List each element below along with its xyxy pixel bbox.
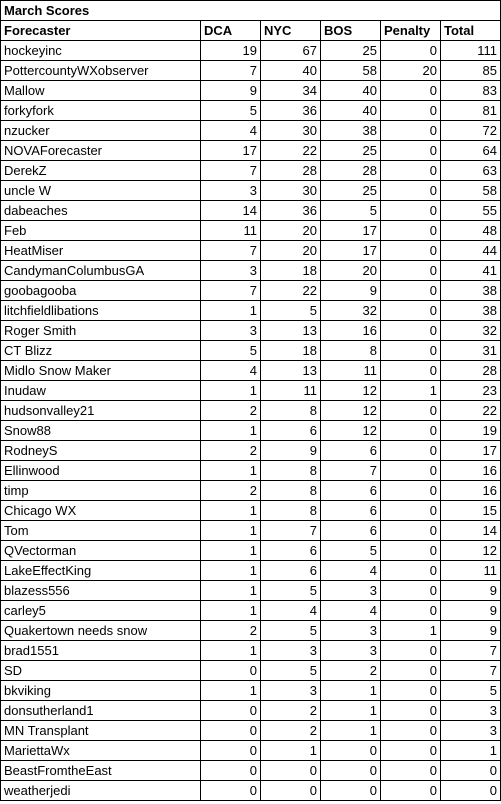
- header-total: Total: [441, 21, 501, 41]
- table-row: [1, 361, 501, 381]
- forecaster-cell: NOVAForecaster: [1, 141, 201, 161]
- nyc-cell: 34: [261, 81, 321, 101]
- total-cell: 83: [441, 81, 501, 101]
- nyc-cell: 5: [261, 581, 321, 601]
- nyc-cell: 13: [261, 321, 321, 341]
- dca-cell: 14: [201, 201, 261, 221]
- penalty-cell: 0: [381, 561, 441, 581]
- total-cell: 72: [441, 121, 501, 141]
- title-spacer: [321, 1, 381, 21]
- bos-cell: 6: [321, 481, 381, 501]
- total-cell: 0: [441, 781, 501, 801]
- dca-cell: 11: [201, 221, 261, 241]
- dca-cell: 2: [201, 401, 261, 421]
- bos-cell: 1: [321, 701, 381, 721]
- bos-cell: 2: [321, 661, 381, 681]
- table-row: [1, 61, 501, 81]
- penalty-cell: 0: [381, 301, 441, 321]
- table-row: [1, 301, 501, 321]
- table-row: [1, 241, 501, 261]
- table-row: [1, 121, 501, 141]
- dca-cell: 5: [201, 101, 261, 121]
- nyc-cell: 36: [261, 101, 321, 121]
- table-row: [1, 181, 501, 201]
- table-row: [1, 101, 501, 121]
- nyc-cell: 18: [261, 261, 321, 281]
- forecaster-cell: PottercountyWXobserver: [1, 61, 201, 81]
- dca-cell: 1: [201, 421, 261, 441]
- table-row: [1, 561, 501, 581]
- dca-cell: 2: [201, 481, 261, 501]
- total-cell: 12: [441, 541, 501, 561]
- forecaster-cell: DerekZ: [1, 161, 201, 181]
- bos-cell: 17: [321, 241, 381, 261]
- total-cell: 3: [441, 721, 501, 741]
- bos-cell: 58: [321, 61, 381, 81]
- penalty-cell: 20: [381, 61, 441, 81]
- scores-table-body: [1, 1, 501, 801]
- forecaster-cell: Ellinwood: [1, 461, 201, 481]
- nyc-cell: 20: [261, 221, 321, 241]
- dca-cell: 7: [201, 241, 261, 261]
- penalty-cell: 0: [381, 121, 441, 141]
- nyc-cell: 0: [261, 781, 321, 801]
- nyc-cell: 4: [261, 601, 321, 621]
- penalty-cell: 0: [381, 401, 441, 421]
- forecaster-cell: dabeaches: [1, 201, 201, 221]
- total-cell: 55: [441, 201, 501, 221]
- nyc-cell: 22: [261, 141, 321, 161]
- bos-cell: 0: [321, 741, 381, 761]
- penalty-cell: 0: [381, 701, 441, 721]
- total-cell: 9: [441, 621, 501, 641]
- forecaster-cell: QVectorman: [1, 541, 201, 561]
- dca-cell: 1: [201, 461, 261, 481]
- penalty-cell: 0: [381, 321, 441, 341]
- dca-cell: 7: [201, 281, 261, 301]
- table-row: [1, 741, 501, 761]
- dca-cell: 0: [201, 701, 261, 721]
- table-row: [1, 521, 501, 541]
- nyc-cell: 6: [261, 541, 321, 561]
- penalty-cell: 0: [381, 161, 441, 181]
- bos-cell: 1: [321, 721, 381, 741]
- total-cell: 1: [441, 741, 501, 761]
- nyc-cell: 30: [261, 121, 321, 141]
- forecaster-cell: Snow88: [1, 421, 201, 441]
- penalty-cell: 0: [381, 101, 441, 121]
- bos-cell: 12: [321, 421, 381, 441]
- forecaster-cell: blazess556: [1, 581, 201, 601]
- dca-cell: 2: [201, 621, 261, 641]
- penalty-cell: 0: [381, 141, 441, 161]
- bos-cell: 1: [321, 681, 381, 701]
- table-row: [1, 681, 501, 701]
- bos-cell: 40: [321, 101, 381, 121]
- nyc-cell: 20: [261, 241, 321, 261]
- nyc-cell: 0: [261, 761, 321, 781]
- nyc-cell: 18: [261, 341, 321, 361]
- bos-cell: 25: [321, 41, 381, 61]
- dca-cell: 0: [201, 721, 261, 741]
- dca-cell: 1: [201, 681, 261, 701]
- table-row: [1, 601, 501, 621]
- nyc-cell: 40: [261, 61, 321, 81]
- total-cell: 44: [441, 241, 501, 261]
- penalty-cell: 0: [381, 721, 441, 741]
- penalty-cell: 0: [381, 41, 441, 61]
- nyc-cell: 8: [261, 481, 321, 501]
- forecaster-cell: donsutherland1: [1, 701, 201, 721]
- forecaster-cell: SD: [1, 661, 201, 681]
- total-cell: 7: [441, 641, 501, 661]
- penalty-cell: 0: [381, 481, 441, 501]
- bos-cell: 5: [321, 541, 381, 561]
- penalty-cell: 0: [381, 541, 441, 561]
- penalty-cell: 0: [381, 221, 441, 241]
- nyc-cell: 2: [261, 721, 321, 741]
- penalty-cell: 0: [381, 421, 441, 441]
- bos-cell: 9: [321, 281, 381, 301]
- total-cell: 111: [441, 41, 501, 61]
- dca-cell: 19: [201, 41, 261, 61]
- penalty-cell: 0: [381, 261, 441, 281]
- forecaster-cell: carley5: [1, 601, 201, 621]
- total-cell: 19: [441, 421, 501, 441]
- total-cell: 22: [441, 401, 501, 421]
- dca-cell: 3: [201, 181, 261, 201]
- dca-cell: 4: [201, 361, 261, 381]
- penalty-cell: 0: [381, 201, 441, 221]
- total-cell: 38: [441, 281, 501, 301]
- bos-cell: 17: [321, 221, 381, 241]
- forecaster-cell: timp: [1, 481, 201, 501]
- title-spacer: [381, 1, 441, 21]
- nyc-cell: 3: [261, 681, 321, 701]
- forecaster-cell: Chicago WX: [1, 501, 201, 521]
- dca-cell: 9: [201, 81, 261, 101]
- table-row: [1, 661, 501, 681]
- bos-cell: 25: [321, 181, 381, 201]
- forecaster-cell: forkyfork: [1, 101, 201, 121]
- dca-cell: 17: [201, 141, 261, 161]
- table-row: [1, 581, 501, 601]
- bos-cell: 12: [321, 381, 381, 401]
- header-nyc: NYC: [261, 21, 321, 41]
- header-row: [1, 21, 501, 41]
- nyc-cell: 2: [261, 701, 321, 721]
- total-cell: 48: [441, 221, 501, 241]
- bos-cell: 6: [321, 501, 381, 521]
- bos-cell: 8: [321, 341, 381, 361]
- forecaster-cell: HeatMiser: [1, 241, 201, 261]
- table-row: [1, 481, 501, 501]
- dca-cell: 1: [201, 561, 261, 581]
- nyc-cell: 6: [261, 421, 321, 441]
- forecaster-cell: MariettaWx: [1, 741, 201, 761]
- dca-cell: 1: [201, 501, 261, 521]
- forecaster-cell: MN Transplant: [1, 721, 201, 741]
- bos-cell: 3: [321, 581, 381, 601]
- bos-cell: 0: [321, 761, 381, 781]
- table-row: [1, 221, 501, 241]
- table-row: [1, 721, 501, 741]
- bos-cell: 20: [321, 261, 381, 281]
- table-row: [1, 441, 501, 461]
- bos-cell: 0: [321, 781, 381, 801]
- table-row: [1, 201, 501, 221]
- table-row: [1, 781, 501, 801]
- bos-cell: 4: [321, 601, 381, 621]
- table-row: [1, 701, 501, 721]
- dca-cell: 3: [201, 261, 261, 281]
- table-row: [1, 421, 501, 441]
- dca-cell: 0: [201, 761, 261, 781]
- dca-cell: 1: [201, 541, 261, 561]
- sheet-title: March Scores: [1, 1, 201, 21]
- dca-cell: 3: [201, 321, 261, 341]
- total-cell: 64: [441, 141, 501, 161]
- total-cell: 3: [441, 701, 501, 721]
- table-row: [1, 641, 501, 661]
- table-row: [1, 161, 501, 181]
- total-cell: 41: [441, 261, 501, 281]
- table-row: [1, 41, 501, 61]
- penalty-cell: 0: [381, 341, 441, 361]
- table-row: [1, 261, 501, 281]
- table-row: [1, 501, 501, 521]
- header-bos: BOS: [321, 21, 381, 41]
- forecaster-cell: litchfieldlibations: [1, 301, 201, 321]
- penalty-cell: 1: [381, 381, 441, 401]
- nyc-cell: 36: [261, 201, 321, 221]
- bos-cell: 3: [321, 621, 381, 641]
- penalty-cell: 0: [381, 741, 441, 761]
- penalty-cell: 0: [381, 641, 441, 661]
- forecaster-cell: nzucker: [1, 121, 201, 141]
- forecaster-cell: Mallow: [1, 81, 201, 101]
- penalty-cell: 0: [381, 241, 441, 261]
- forecaster-cell: brad1551: [1, 641, 201, 661]
- forecaster-cell: CT Blizz: [1, 341, 201, 361]
- nyc-cell: 1: [261, 741, 321, 761]
- dca-cell: 0: [201, 741, 261, 761]
- title-spacer: [441, 1, 501, 21]
- bos-cell: 16: [321, 321, 381, 341]
- total-cell: 31: [441, 341, 501, 361]
- total-cell: 81: [441, 101, 501, 121]
- nyc-cell: 22: [261, 281, 321, 301]
- forecaster-cell: LakeEffectKing: [1, 561, 201, 581]
- nyc-cell: 7: [261, 521, 321, 541]
- nyc-cell: 13: [261, 361, 321, 381]
- forecaster-cell: uncle W: [1, 181, 201, 201]
- nyc-cell: 5: [261, 621, 321, 641]
- total-cell: 11: [441, 561, 501, 581]
- nyc-cell: 5: [261, 661, 321, 681]
- dca-cell: 0: [201, 781, 261, 801]
- nyc-cell: 6: [261, 561, 321, 581]
- penalty-cell: 0: [381, 281, 441, 301]
- forecaster-cell: Quakertown needs snow: [1, 621, 201, 641]
- bos-cell: 25: [321, 141, 381, 161]
- dca-cell: 1: [201, 641, 261, 661]
- dca-cell: 0: [201, 661, 261, 681]
- bos-cell: 7: [321, 461, 381, 481]
- penalty-cell: 0: [381, 781, 441, 801]
- total-cell: 28: [441, 361, 501, 381]
- nyc-cell: 67: [261, 41, 321, 61]
- nyc-cell: 30: [261, 181, 321, 201]
- nyc-cell: 11: [261, 381, 321, 401]
- title-row: [1, 1, 501, 21]
- penalty-cell: 1: [381, 621, 441, 641]
- dca-cell: 1: [201, 301, 261, 321]
- total-cell: 16: [441, 481, 501, 501]
- table-row: [1, 141, 501, 161]
- dca-cell: 4: [201, 121, 261, 141]
- penalty-cell: 0: [381, 661, 441, 681]
- bos-cell: 32: [321, 301, 381, 321]
- forecaster-cell: Midlo Snow Maker: [1, 361, 201, 381]
- penalty-cell: 0: [381, 521, 441, 541]
- total-cell: 85: [441, 61, 501, 81]
- total-cell: 16: [441, 461, 501, 481]
- nyc-cell: 8: [261, 501, 321, 521]
- nyc-cell: 8: [261, 401, 321, 421]
- nyc-cell: 9: [261, 441, 321, 461]
- forecaster-cell: bkviking: [1, 681, 201, 701]
- forecaster-cell: Inudaw: [1, 381, 201, 401]
- nyc-cell: 28: [261, 161, 321, 181]
- total-cell: 14: [441, 521, 501, 541]
- table-row: [1, 761, 501, 781]
- table-row: [1, 321, 501, 341]
- dca-cell: 2: [201, 441, 261, 461]
- penalty-cell: 0: [381, 681, 441, 701]
- total-cell: 17: [441, 441, 501, 461]
- total-cell: 0: [441, 761, 501, 781]
- bos-cell: 6: [321, 441, 381, 461]
- bos-cell: 3: [321, 641, 381, 661]
- penalty-cell: 0: [381, 501, 441, 521]
- penalty-cell: 0: [381, 581, 441, 601]
- table-row: [1, 401, 501, 421]
- dca-cell: 1: [201, 581, 261, 601]
- total-cell: 23: [441, 381, 501, 401]
- nyc-cell: 5: [261, 301, 321, 321]
- bos-cell: 38: [321, 121, 381, 141]
- table-row: [1, 381, 501, 401]
- forecaster-cell: weatherjedi: [1, 781, 201, 801]
- bos-cell: 28: [321, 161, 381, 181]
- total-cell: 63: [441, 161, 501, 181]
- penalty-cell: 0: [381, 601, 441, 621]
- total-cell: 32: [441, 321, 501, 341]
- total-cell: 7: [441, 661, 501, 681]
- forecaster-cell: hockeyinc: [1, 41, 201, 61]
- dca-cell: 7: [201, 161, 261, 181]
- nyc-cell: 3: [261, 641, 321, 661]
- total-cell: 5: [441, 681, 501, 701]
- forecaster-cell: Roger Smith: [1, 321, 201, 341]
- penalty-cell: 0: [381, 361, 441, 381]
- penalty-cell: 0: [381, 81, 441, 101]
- forecaster-cell: hudsonvalley21: [1, 401, 201, 421]
- forecaster-cell: Feb: [1, 221, 201, 241]
- bos-cell: 40: [321, 81, 381, 101]
- penalty-cell: 0: [381, 441, 441, 461]
- title-spacer: [261, 1, 321, 21]
- bos-cell: 12: [321, 401, 381, 421]
- forecaster-cell: CandymanColumbusGA: [1, 261, 201, 281]
- table-row: [1, 461, 501, 481]
- header-forecaster: Forecaster: [1, 21, 201, 41]
- forecaster-cell: RodneyS: [1, 441, 201, 461]
- total-cell: 9: [441, 601, 501, 621]
- penalty-cell: 0: [381, 181, 441, 201]
- table-row: [1, 81, 501, 101]
- dca-cell: 5: [201, 341, 261, 361]
- forecaster-cell: Tom: [1, 521, 201, 541]
- dca-cell: 1: [201, 601, 261, 621]
- total-cell: 15: [441, 501, 501, 521]
- nyc-cell: 8: [261, 461, 321, 481]
- forecaster-cell: BeastFromtheEast: [1, 761, 201, 781]
- bos-cell: 4: [321, 561, 381, 581]
- header-penalty: Penalty: [381, 21, 441, 41]
- penalty-cell: 0: [381, 461, 441, 481]
- dca-cell: 1: [201, 381, 261, 401]
- title-spacer: [201, 1, 261, 21]
- dca-cell: 1: [201, 521, 261, 541]
- total-cell: 9: [441, 581, 501, 601]
- bos-cell: 5: [321, 201, 381, 221]
- table-row: [1, 621, 501, 641]
- bos-cell: 11: [321, 361, 381, 381]
- table-row: [1, 341, 501, 361]
- bos-cell: 6: [321, 521, 381, 541]
- header-dca: DCA: [201, 21, 261, 41]
- table-row: [1, 281, 501, 301]
- total-cell: 38: [441, 301, 501, 321]
- total-cell: 58: [441, 181, 501, 201]
- forecaster-cell: goobagooba: [1, 281, 201, 301]
- table-row: [1, 541, 501, 561]
- penalty-cell: 0: [381, 761, 441, 781]
- dca-cell: 7: [201, 61, 261, 81]
